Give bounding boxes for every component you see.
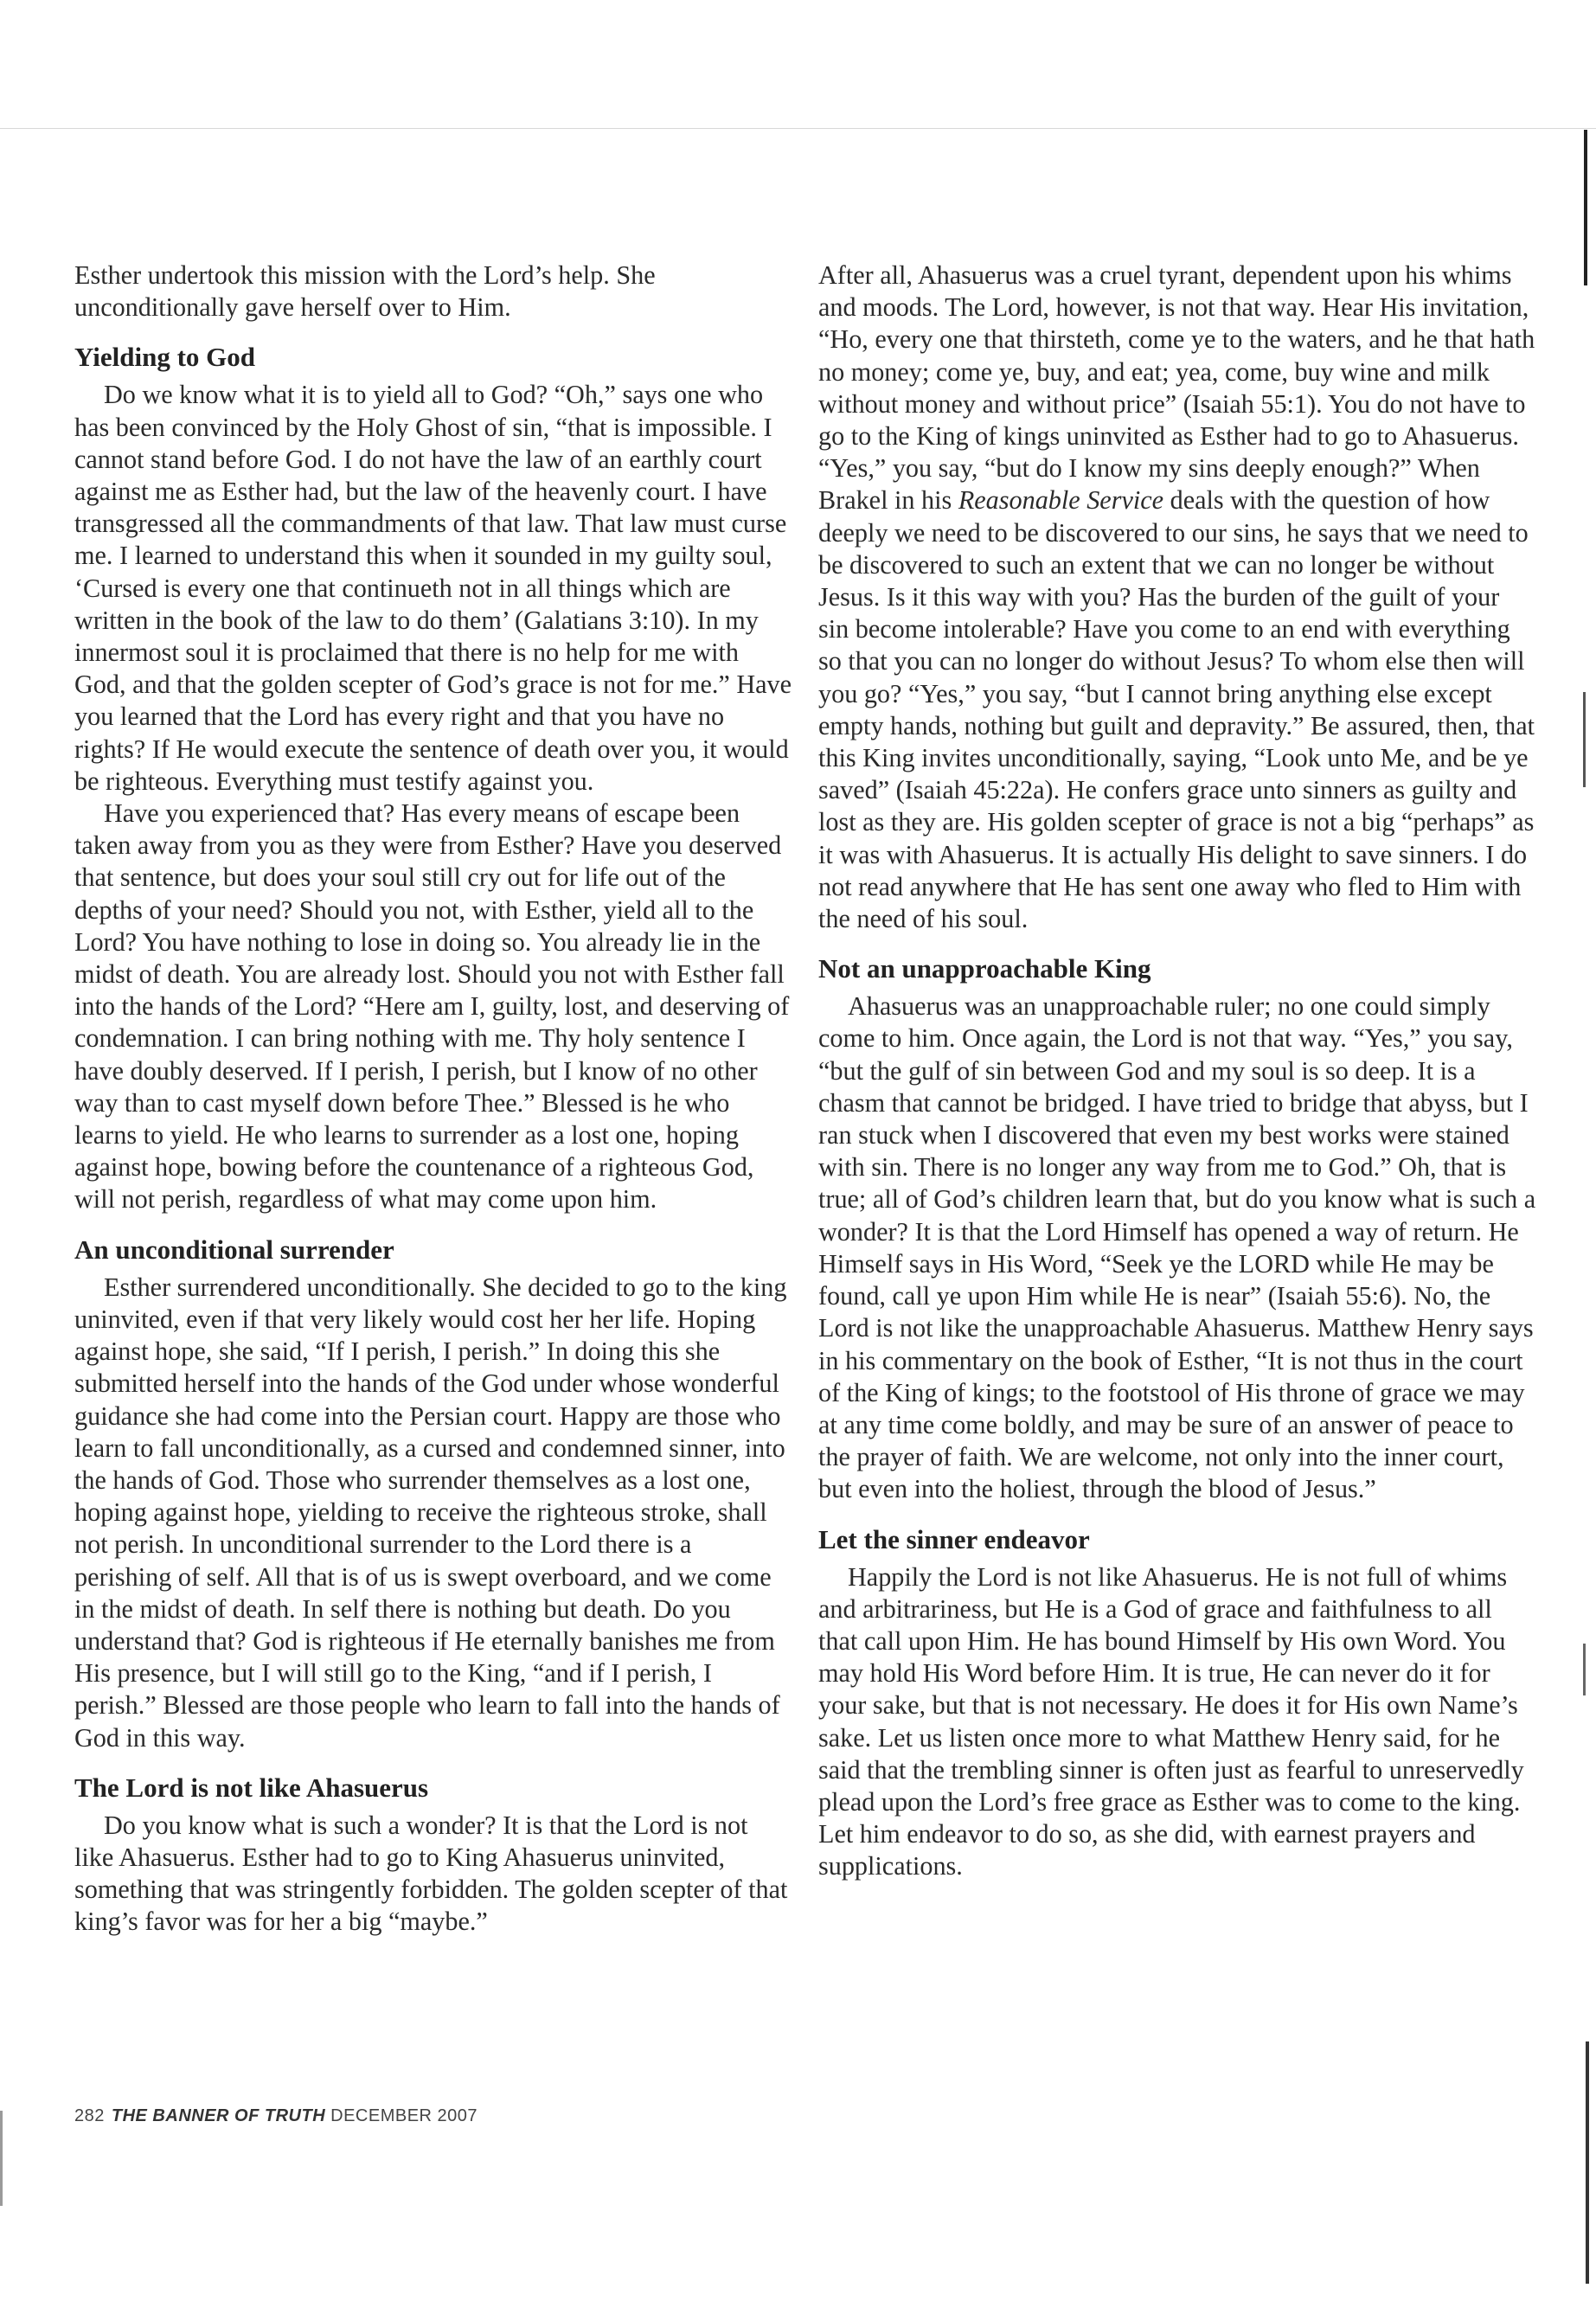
- paragraph-not-like: Do you know what is such a wonder? It is that the Lord is not like Ahasuerus. Esther had to go to King Ahasuerus uninvited, something that was stringently forbidden. The golden scepter of that king’s favor was for her a big “maybe.”: [74, 1810, 788, 1937]
- paragraph-continued-part-a: After all, Ahasuerus was a cruel tyrant, dependent upon his whims and moods. The Lord, however, is not that way. Hear His invitation, “Ho, every one that thirsteth, come ye to the waters, and he that hath no money; come ye, buy, and eat; yea, come, buy wine and milk without money and without price” (Isaiah 55:1). You do not have to go to the King of kings uninvited as Esther had to go to Ahasuerus. “Yes,” you say, “but do I know my sins deeply enough?” When Brakel in his: [818, 260, 1535, 516]
- scan-edge-mark-right: [1584, 130, 1587, 285]
- paragraph-opening: Esther undertook this mission with the Lord’s help. She unconditionally gave herself over to Him.: [74, 260, 656, 323]
- publication-name: THE BANNER OF TRUTH: [111, 2106, 326, 2125]
- scan-edge-mark-right: [1586, 2041, 1589, 2284]
- section-heading-not-like: The Lord is not like Ahasuerus: [74, 1772, 429, 1803]
- paragraph-surrender: Esther surrendered unconditionally. She decided to go to the king uninvited, even if that very likely would cost her her life. Hoping against hope, she said, “If I perish, I perish.” In doing this she submitted herself into the hands of the God under whose wonderful guidance she had come into the Persian court. Happy are those who learn to fall unconditionally, as a cursed and condemned sinner, into the hands of God. Those who surrender themselves as a lost one, hoping against hope, yielding to receive the righteous stroke, shall not perish. In unconditional surrender to the Lord there is a perishing of self. All that is of us is swept overboard, and we come in the midst of death. In self there is nothing but death. Do you understand that? God is righteous if He eternally banishes me from His presence, but I will still go to the King, “and if I perish, I perish.” Blessed are those people who learn to fall into the hands of God in this way.: [74, 1272, 787, 1753]
- section-heading-unapproachable: Not an unapproachable King: [818, 953, 1151, 984]
- section-heading-endeavor: Let the sinner endeavor: [818, 1523, 1090, 1554]
- paragraph-continued-part-b: deals with the question of how deeply we need to be discovered to our sins, he says that we need to be discovered to such an extent that we can no longer be without Jesus. Is it this way with you? Has the burden of the guilt of your sin become intolerable? Have you come to an end with everything so that you can no longer do without Jesus? To whom else then will you go? “Yes,” you say, “but I cannot bring anything else except empty hands, nothing but guilt and depravity.” Be assured, then, that this King invites unconditionally, saying, “Look unto Me, and be ye saved” (Isaiah 45:22a). He confers grace unto sinners as guilty and lost as they are. His golden scepter of grace is not a big “perhaps” as it was with Ahasuerus. It is actually His delight to save sinners. I do not read anywhere that He has sent one away who fled to Him with the need of his soul.: [818, 485, 1535, 934]
- scan-edge-mark-left: [0, 2111, 3, 2206]
- section-heading-surrender: An unconditional surrender: [74, 1234, 394, 1265]
- top-rule: [0, 128, 1596, 129]
- book-title: Reasonable Service: [958, 485, 1164, 516]
- page-footer: [74, 2106, 478, 2126]
- section-heading-yielding: Yielding to God: [74, 342, 255, 373]
- paragraph-yielding-2: Have you experienced that? Has every means of escape been taken away from you as they were from Esther? Have you deserved that sentence, but does your soul still cry out for life out of the depths of your need? Should you not, with Esther, yield all to the Lord? You have nothing to lose in doing so. You already lie in the midst of death. You are already lost. Should you not with Esther fall into the hands of the Lord? “Here am I, guilty, lost, and deserving of condemnation. I can bring nothing with me. Thy holy sentence I have doubly deserved. If I perish, I perish, but I know of no other way than to cast myself down before Thee.” Blessed is he who learns to yield. He who learns to surrender as a lost one, hoping against hope, bowing before the countenance of a righteous God, will not perish, regardless of what may come upon him.: [74, 798, 790, 1215]
- paragraph-endeavor: Happily the Lord is not like Ahasuerus. He is not full of whims and arbitrariness, but He is a God of grace and faithfulness to all that call upon Him. He has bound Himself by His own Word. You may hold His Word before Him. It is true, He can never do it for your sake, but that is not necessary. He does it for His own Name’s sake. Let us listen once more to what Matthew Henry said, for he said that the trembling sinner is often just as fearful to unreservedly plead upon the Lord’s free grace as Esther was to come to the king. Let him endeavor to do so, as she did, with earnest prayers and supplications.: [818, 1561, 1524, 1881]
- scan-edge-mark-right: [1583, 692, 1586, 787]
- left-column: [74, 260, 792, 1939]
- paragraph-yielding-1: Do we know what it is to yield all to God? “Oh,” says one who has been convinced by the Holy Ghost of sin, “that is impossible. I cannot stand before God. I do not have the law of an earthly court against me as Esther had, but the law of the heavenly court. I have transgressed all the commandments of that law. That law must curse me. I learned to understand this when it sounded in my guilty soul, ‘Cursed is every one that continueth not in all things which are written in the book of the law to do them’ (Galatians 3:10). In my innermost soul it is proclaimed that there is no help for me with God, and that the golden scepter of God’s grace is not for me.” Have you learned that the Lord has every right and that you have no rights? If He would execute the sentence of death over you, it would be righteous. Everything must testify against you.: [74, 380, 792, 796]
- scan-edge-mark-right: [1583, 1644, 1586, 1695]
- paragraph-unapproachable: Ahasuerus was an unapproachable ruler; no one could simply come to him. Once again, the Lord is not that way. “Yes,” you say, “but the gulf of sin between God and my soul is so deep. It is a chasm that cannot be bridged. I have tried to bridge that abyss, but I ran stuck when I discovered that even my best works were stained with sin. There is no longer any way from me to God.” Oh, that is true; all of God’s children learn that, but do you know what is such a wonder? It is that the Lord Himself has opened a way of return. He Himself says in His Word, “Seek ye the LORD while He may be found, call ye upon Him while He is near” (Isaiah 55:6). No, the Lord is not like the unapproachable Ahasuerus. Matthew Henry says in his commentary on the book of Esther, “It is not thus in the court of the King of kings; to the footstool of His throne of grace we may at any time come boldly, and may be sure of an answer of peace to the prayer of faith. We are welcome, not only into the inner court, but even into the holiest, through the blood of Jesus.”: [818, 991, 1536, 1504]
- issue-date: DECEMBER 2007: [330, 2106, 478, 2125]
- paragraph-continued: [818, 260, 1536, 935]
- right-column: [818, 260, 1536, 1883]
- page-number: 282: [74, 2106, 105, 2125]
